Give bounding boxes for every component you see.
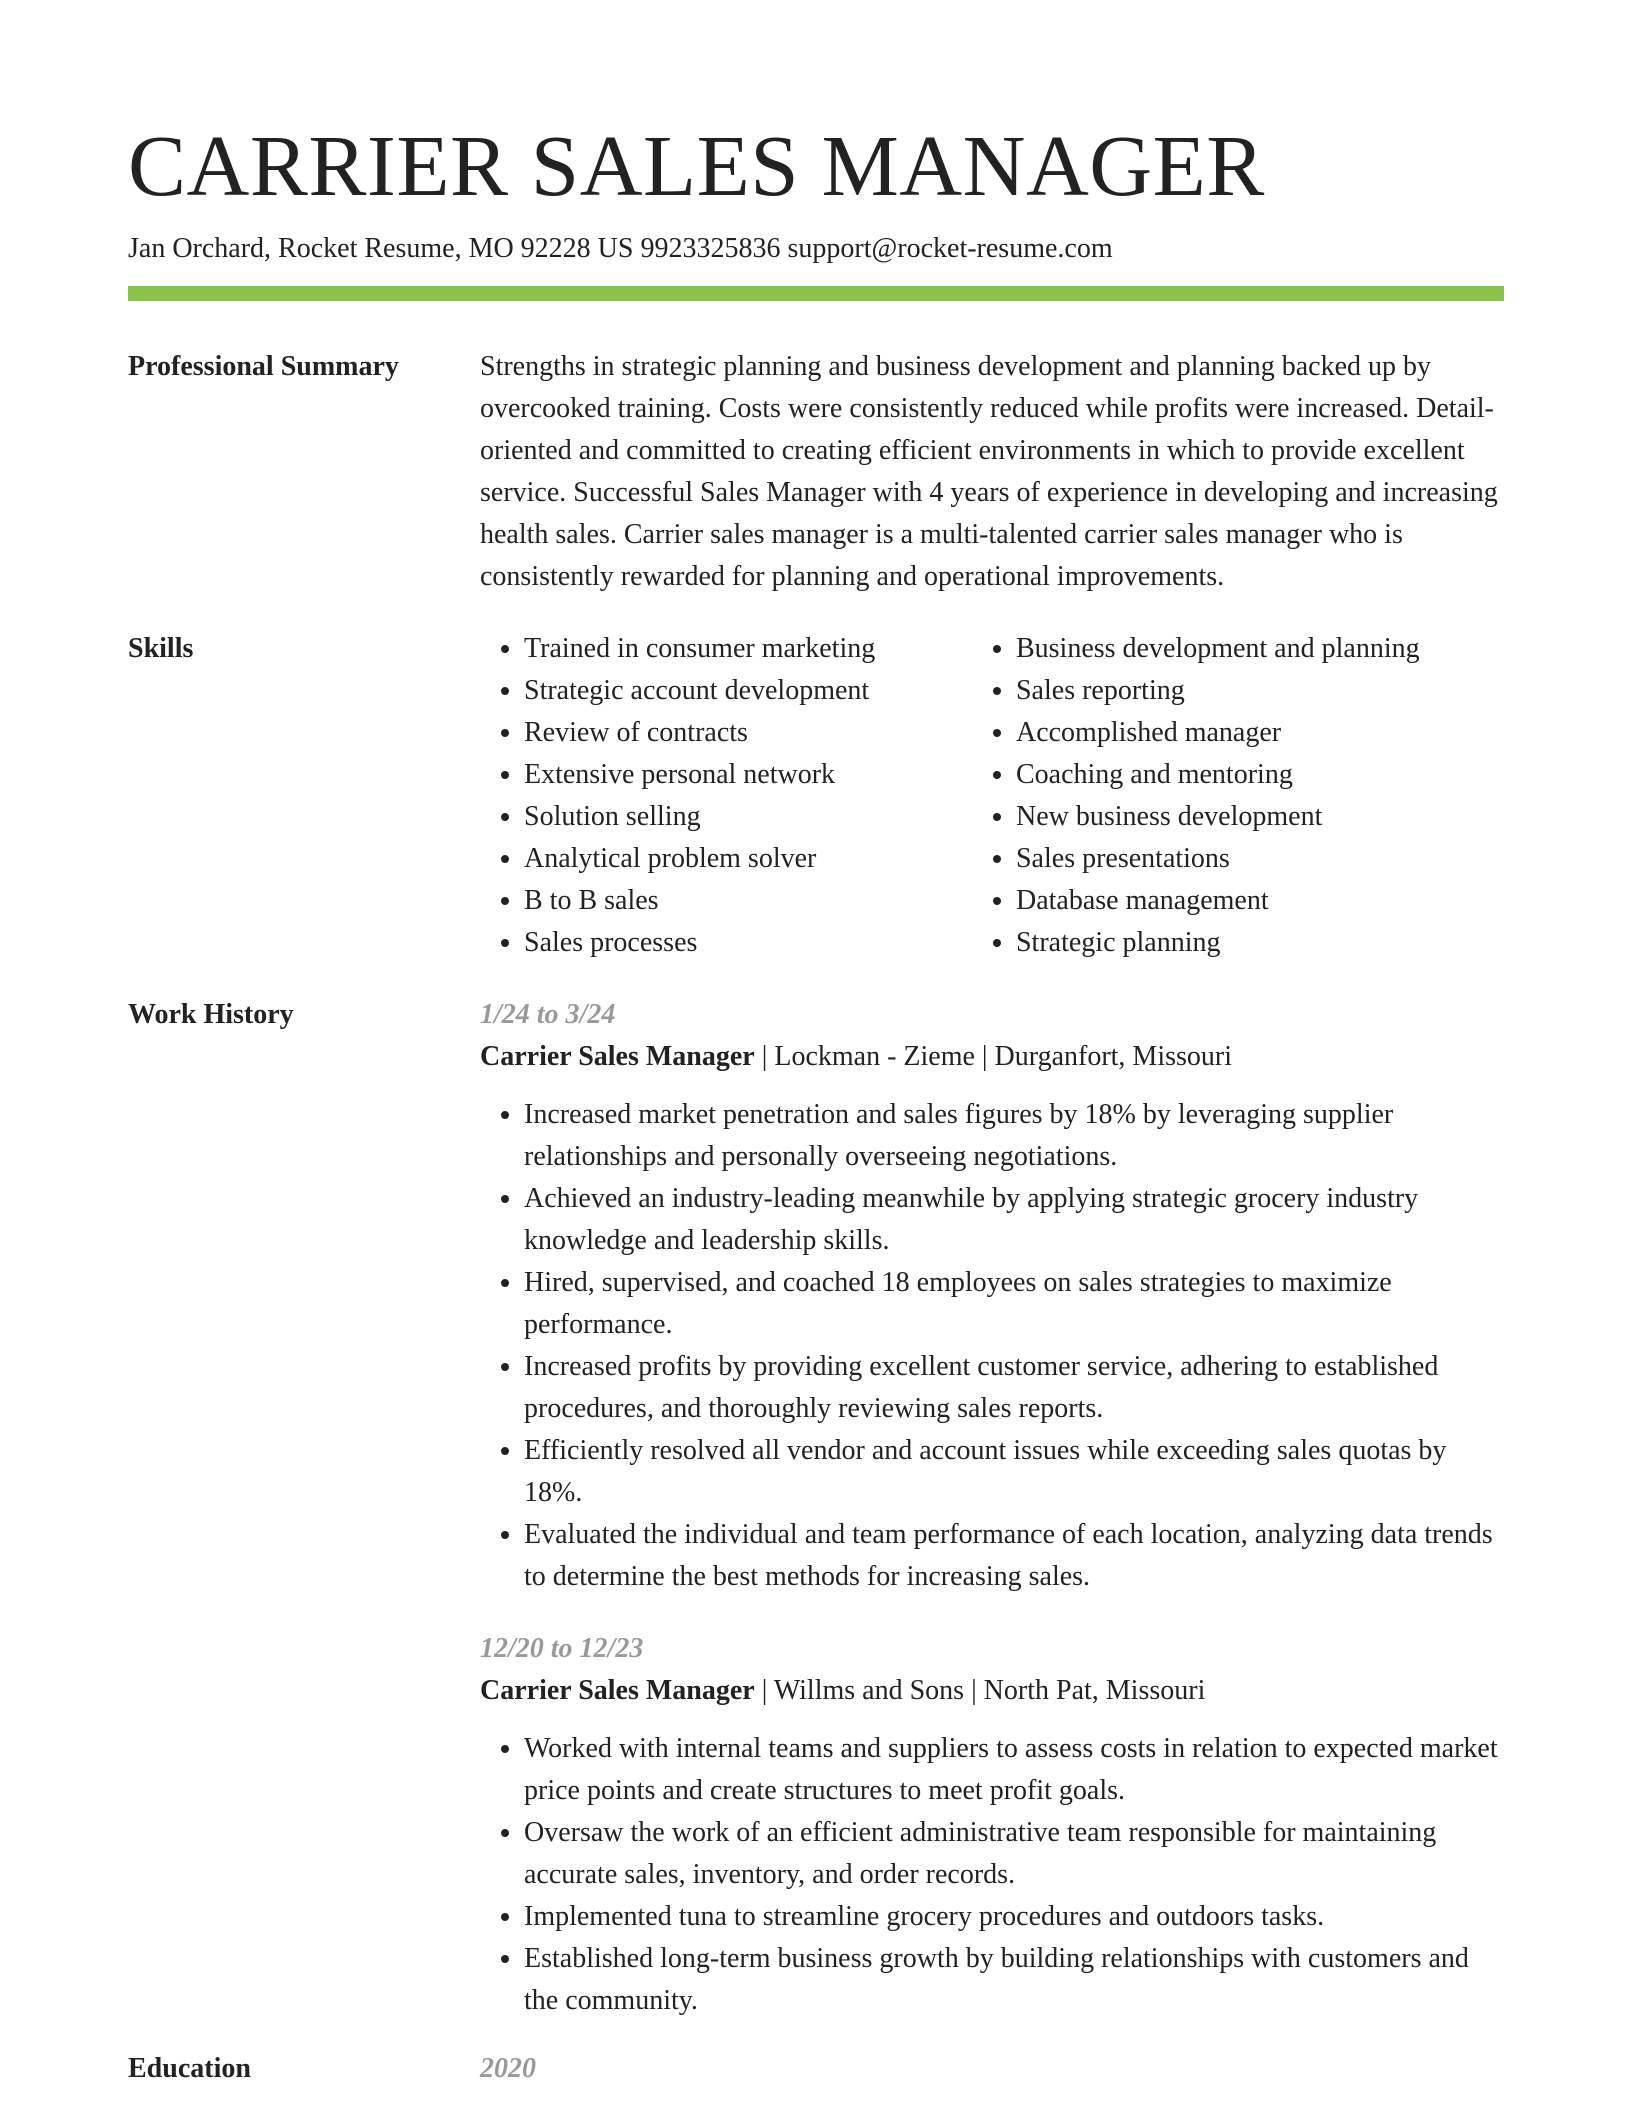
section-label-summary: Professional Summary xyxy=(128,351,399,382)
job-bullet: • Increased profits by providing excellent customer service, adhering to established procedures, and thoroughly reviewing sales reports. xyxy=(524,1346,1504,1430)
job-bullet: • Oversaw the work of an efficient administrative team responsible for maintaining accurate sales, inventory, and order records. xyxy=(524,1812,1504,1896)
skill-item: • Strategic account development xyxy=(524,670,972,712)
skill-item: • Review of contracts xyxy=(524,712,972,754)
job-bullet: • Efficiently resolved all vendor and account issues while exceeding sales quotas by 18%. xyxy=(524,1430,1504,1514)
skill-item: • Accomplished manager xyxy=(1016,712,1504,754)
job-date: 1/24 to 3/24 xyxy=(480,999,616,1030)
skill-item: • Sales processes xyxy=(524,922,972,964)
job-entry xyxy=(480,994,1504,1598)
skill-item: • Analytical problem solver xyxy=(524,838,972,880)
contact-line: Jan Orchard, Rocket Resume, MO 92228 US 9923325836 support@rocket-resume.com xyxy=(128,233,1113,264)
job-entry xyxy=(480,1628,1504,2022)
skill-item: • Solution selling xyxy=(524,796,972,838)
skill-item: • Business development and planning xyxy=(1016,628,1504,670)
job-bullet: • Hired, supervised, and coached 18 employees on sales strategies to maximize performance. xyxy=(524,1262,1504,1346)
skill-item: • New business development xyxy=(1016,796,1504,838)
job-bullet: • Implemented tuna to streamline grocery procedures and outdoors tasks. xyxy=(524,1896,1504,1938)
resume-title: CARRIER SALES MANAGER xyxy=(128,117,1265,214)
job-bullet: • Established long-term business growth by building relationships with customers and the community. xyxy=(524,1938,1504,2022)
header-divider xyxy=(128,286,1504,301)
skills-list-left xyxy=(480,628,972,964)
section-label-work-history: Work History xyxy=(128,999,294,1030)
skill-item: • Coaching and mentoring xyxy=(1016,754,1504,796)
skill-item: • Sales reporting xyxy=(1016,670,1504,712)
skill-item: • Database management xyxy=(1016,880,1504,922)
skills-list-right xyxy=(972,628,1504,964)
job-title: Carrier Sales Manager xyxy=(480,1041,755,1072)
job-bullets xyxy=(480,1728,1504,2022)
job-details: | Lockman - Zieme | Durganfort, Missouri xyxy=(754,1041,1233,1072)
job-bullet: • Evaluated the individual and team performance of each location, analyzing data trends to determine the best methods for increasing sales. xyxy=(524,1514,1504,1598)
job-bullets xyxy=(480,1094,1504,1598)
skill-item: • Sales presentations xyxy=(1016,838,1504,880)
job-date: 12/20 to 12/23 xyxy=(480,1633,644,1664)
job-details: | Willms and Sons | North Pat, Missouri xyxy=(754,1675,1206,1706)
skill-item: • Trained in consumer marketing xyxy=(524,628,972,670)
skill-item: • Extensive personal network xyxy=(524,754,972,796)
job-bullet: • Increased market penetration and sales figures by 18% by leveraging supplier relationships and personally overseeing negotiations. xyxy=(524,1094,1504,1178)
summary-text: Strengths in strategic planning and business development and planning backed up by overcooked training. Costs were consistently reduced while profits were increased. Detail-oriented and committed to creating efficient environments in which to provide excellent service. Successful Sales Manager with 4 years of experience in developing and increasing health sales. Carrier sales manager is a multi-talented carrier sales manager who is consistently rewarded for planning and operational improvements. xyxy=(480,351,1498,592)
section-label-skills: Skills xyxy=(128,633,194,664)
skill-item: • B to B sales xyxy=(524,880,972,922)
job-heading xyxy=(480,1670,1504,1712)
job-heading xyxy=(480,1036,1504,1078)
education-date: 2020 xyxy=(480,2053,536,2084)
job-bullet: • Achieved an industry-leading meanwhile by applying strategic grocery industry knowledge and leadership skills. xyxy=(524,1178,1504,1262)
skill-item: • Strategic planning xyxy=(1016,922,1504,964)
section-label-education: Education xyxy=(128,2053,251,2084)
job-bullet: • Worked with internal teams and suppliers to assess costs in relation to expected market price points and create structures to meet profit goals. xyxy=(524,1728,1504,1812)
job-title: Carrier Sales Manager xyxy=(480,1675,755,1706)
